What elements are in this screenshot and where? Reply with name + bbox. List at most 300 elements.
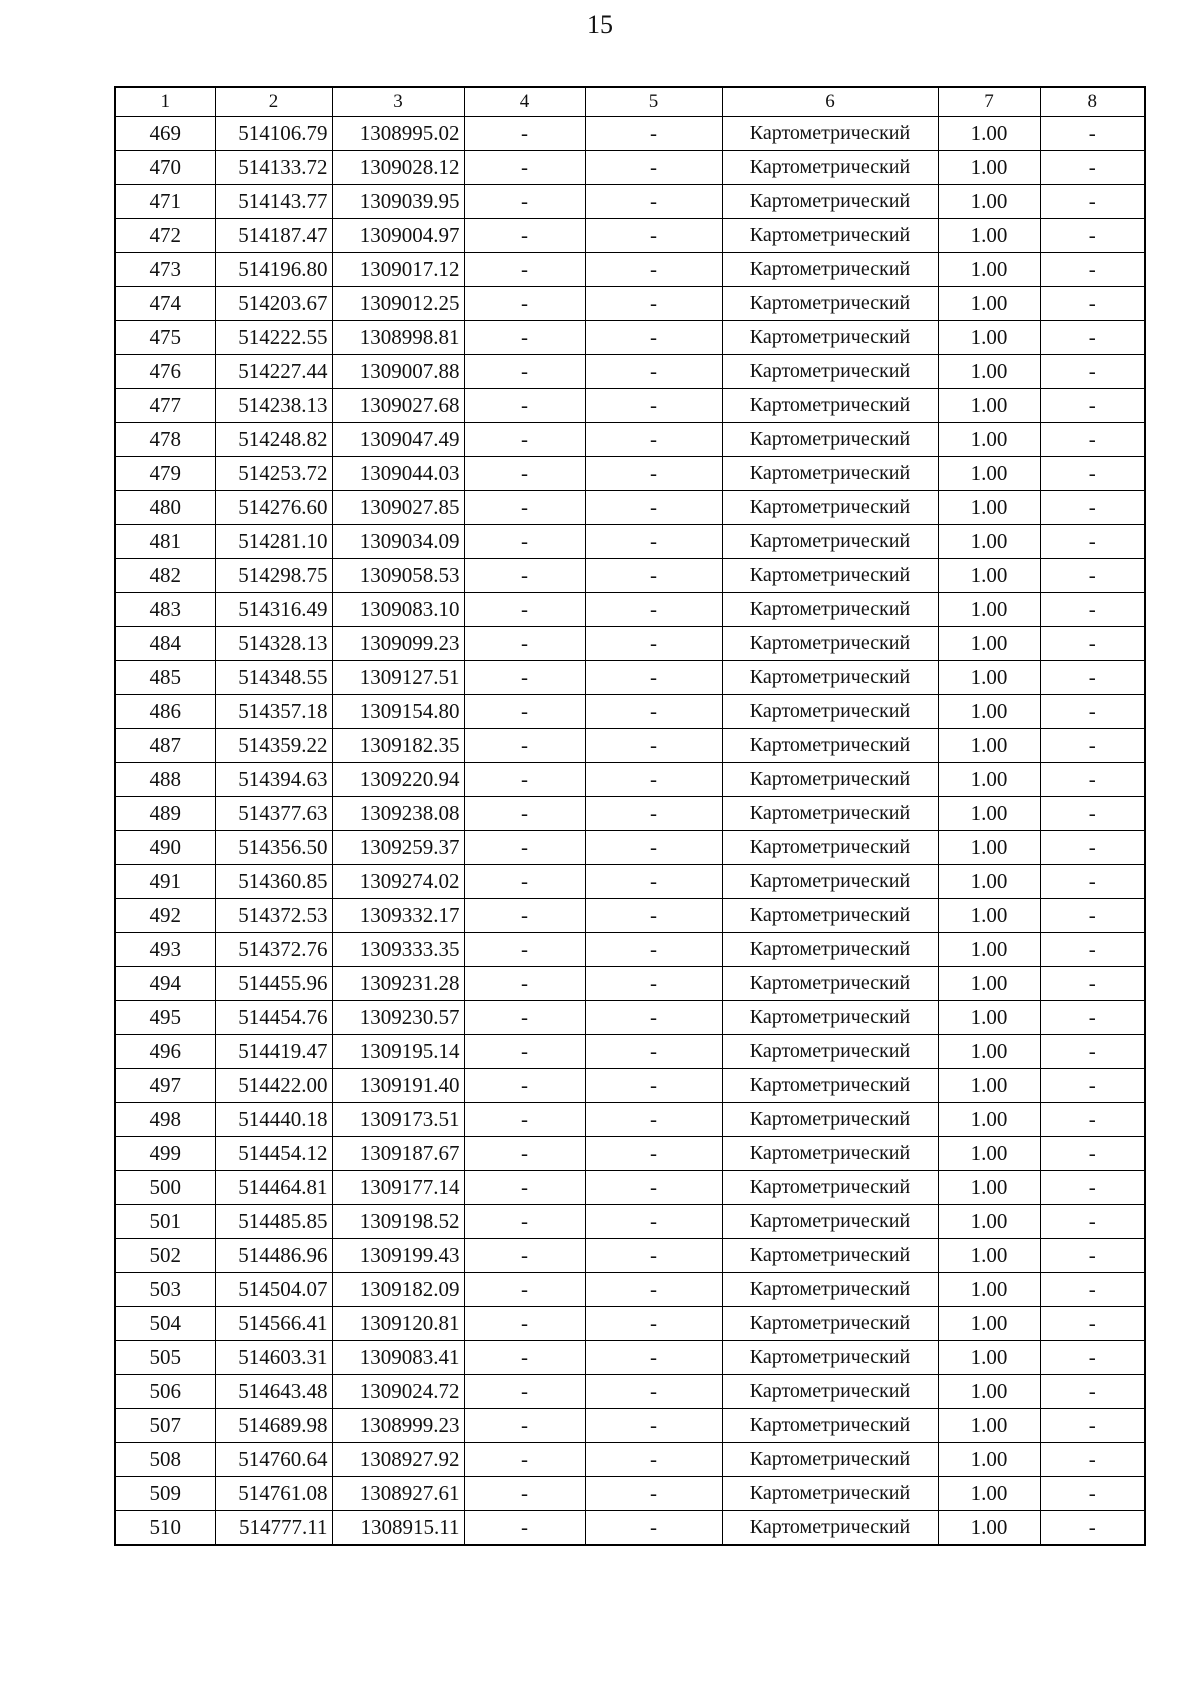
- table-row: [115, 185, 1145, 219]
- x-coordinate-cell: 514761.08: [215, 1477, 332, 1511]
- table-row: [115, 219, 1145, 253]
- y-coordinate-cell: 1309017.12: [332, 253, 464, 287]
- accuracy-cell: 1.00: [938, 933, 1040, 967]
- accuracy-cell: 1.00: [938, 627, 1040, 661]
- y-coordinate-cell: 1309182.09: [332, 1273, 464, 1307]
- col4-cell: -: [464, 491, 585, 525]
- col5-cell: -: [585, 729, 722, 763]
- accuracy-cell: 1.00: [938, 525, 1040, 559]
- col4-cell: -: [464, 1239, 585, 1273]
- col8-cell: -: [1040, 933, 1145, 967]
- y-coordinate-cell: 1309333.35: [332, 933, 464, 967]
- x-coordinate-cell: 514372.53: [215, 899, 332, 933]
- col4-cell: -: [464, 287, 585, 321]
- method-cell: Картометрический: [722, 593, 938, 627]
- col8-cell: -: [1040, 797, 1145, 831]
- point-number-cell: 497: [115, 1069, 215, 1103]
- x-coordinate-cell: 514143.77: [215, 185, 332, 219]
- x-coordinate-cell: 514106.79: [215, 117, 332, 151]
- col5-cell: -: [585, 1035, 722, 1069]
- point-number-cell: 474: [115, 287, 215, 321]
- col8-cell: -: [1040, 389, 1145, 423]
- column-header: 7: [938, 87, 1040, 117]
- col5-cell: -: [585, 117, 722, 151]
- col8-cell: -: [1040, 457, 1145, 491]
- table-row: [115, 559, 1145, 593]
- y-coordinate-cell: 1309173.51: [332, 1103, 464, 1137]
- col5-cell: -: [585, 1443, 722, 1477]
- method-cell: Картометрический: [722, 1239, 938, 1273]
- column-header: 5: [585, 87, 722, 117]
- x-coordinate-cell: 514455.96: [215, 967, 332, 1001]
- accuracy-cell: 1.00: [938, 1511, 1040, 1546]
- coordinates-table: [114, 86, 1146, 1546]
- col8-cell: -: [1040, 1511, 1145, 1546]
- point-number-cell: 498: [115, 1103, 215, 1137]
- table-row: [115, 1205, 1145, 1239]
- accuracy-cell: 1.00: [938, 865, 1040, 899]
- table-row: [115, 593, 1145, 627]
- col4-cell: -: [464, 185, 585, 219]
- accuracy-cell: 1.00: [938, 899, 1040, 933]
- table-row: [115, 151, 1145, 185]
- table-row: [115, 627, 1145, 661]
- col5-cell: -: [585, 627, 722, 661]
- y-coordinate-cell: 1308995.02: [332, 117, 464, 151]
- x-coordinate-cell: 514133.72: [215, 151, 332, 185]
- accuracy-cell: 1.00: [938, 287, 1040, 321]
- col8-cell: -: [1040, 1239, 1145, 1273]
- y-coordinate-cell: 1309230.57: [332, 1001, 464, 1035]
- x-coordinate-cell: 514222.55: [215, 321, 332, 355]
- y-coordinate-cell: 1308999.23: [332, 1409, 464, 1443]
- method-cell: Картометрический: [722, 321, 938, 355]
- x-coordinate-cell: 514464.81: [215, 1171, 332, 1205]
- col5-cell: -: [585, 1375, 722, 1409]
- col5-cell: -: [585, 321, 722, 355]
- col5-cell: -: [585, 185, 722, 219]
- column-header: 2: [215, 87, 332, 117]
- table-row: [115, 1307, 1145, 1341]
- x-coordinate-cell: 514357.18: [215, 695, 332, 729]
- col4-cell: -: [464, 389, 585, 423]
- accuracy-cell: 1.00: [938, 1409, 1040, 1443]
- table-row: [115, 831, 1145, 865]
- accuracy-cell: 1.00: [938, 253, 1040, 287]
- x-coordinate-cell: 514486.96: [215, 1239, 332, 1273]
- col8-cell: -: [1040, 253, 1145, 287]
- accuracy-cell: 1.00: [938, 1205, 1040, 1239]
- col5-cell: -: [585, 1409, 722, 1443]
- accuracy-cell: 1.00: [938, 1069, 1040, 1103]
- col5-cell: -: [585, 661, 722, 695]
- point-number-cell: 503: [115, 1273, 215, 1307]
- col8-cell: -: [1040, 219, 1145, 253]
- point-number-cell: 478: [115, 423, 215, 457]
- point-number-cell: 508: [115, 1443, 215, 1477]
- col4-cell: -: [464, 865, 585, 899]
- method-cell: Картометрический: [722, 1511, 938, 1546]
- y-coordinate-cell: 1309127.51: [332, 661, 464, 695]
- accuracy-cell: 1.00: [938, 1443, 1040, 1477]
- x-coordinate-cell: 514422.00: [215, 1069, 332, 1103]
- col4-cell: -: [464, 1511, 585, 1546]
- col4-cell: -: [464, 1103, 585, 1137]
- col8-cell: -: [1040, 593, 1145, 627]
- method-cell: Картометрический: [722, 219, 938, 253]
- table-row: [115, 797, 1145, 831]
- accuracy-cell: 1.00: [938, 1477, 1040, 1511]
- table-row: [115, 933, 1145, 967]
- y-coordinate-cell: 1308915.11: [332, 1511, 464, 1546]
- accuracy-cell: 1.00: [938, 1103, 1040, 1137]
- y-coordinate-cell: 1309274.02: [332, 865, 464, 899]
- col5-cell: -: [585, 967, 722, 1001]
- accuracy-cell: 1.00: [938, 1239, 1040, 1273]
- col4-cell: -: [464, 253, 585, 287]
- col8-cell: -: [1040, 627, 1145, 661]
- column-header: 4: [464, 87, 585, 117]
- table-row: [115, 525, 1145, 559]
- point-number-cell: 488: [115, 763, 215, 797]
- point-number-cell: 493: [115, 933, 215, 967]
- column-header: 6: [722, 87, 938, 117]
- table-row: [115, 1035, 1145, 1069]
- point-number-cell: 487: [115, 729, 215, 763]
- col4-cell: -: [464, 1035, 585, 1069]
- table-body: [115, 117, 1145, 1546]
- accuracy-cell: 1.00: [938, 219, 1040, 253]
- col8-cell: -: [1040, 321, 1145, 355]
- y-coordinate-cell: 1308927.92: [332, 1443, 464, 1477]
- x-coordinate-cell: 514238.13: [215, 389, 332, 423]
- table-header-row: [115, 87, 1145, 117]
- y-coordinate-cell: 1308998.81: [332, 321, 464, 355]
- accuracy-cell: 1.00: [938, 1171, 1040, 1205]
- y-coordinate-cell: 1309259.37: [332, 831, 464, 865]
- method-cell: Картометрический: [722, 253, 938, 287]
- col4-cell: -: [464, 117, 585, 151]
- col8-cell: -: [1040, 1443, 1145, 1477]
- point-number-cell: 484: [115, 627, 215, 661]
- x-coordinate-cell: 514504.07: [215, 1273, 332, 1307]
- method-cell: Картометрический: [722, 1103, 938, 1137]
- y-coordinate-cell: 1309238.08: [332, 797, 464, 831]
- table-row: [115, 491, 1145, 525]
- point-number-cell: 499: [115, 1137, 215, 1171]
- accuracy-cell: 1.00: [938, 1341, 1040, 1375]
- col8-cell: -: [1040, 1307, 1145, 1341]
- col5-cell: -: [585, 1137, 722, 1171]
- accuracy-cell: 1.00: [938, 695, 1040, 729]
- accuracy-cell: 1.00: [938, 763, 1040, 797]
- accuracy-cell: 1.00: [938, 423, 1040, 457]
- x-coordinate-cell: 514603.31: [215, 1341, 332, 1375]
- col5-cell: -: [585, 1477, 722, 1511]
- accuracy-cell: 1.00: [938, 185, 1040, 219]
- col5-cell: -: [585, 899, 722, 933]
- accuracy-cell: 1.00: [938, 1035, 1040, 1069]
- col8-cell: -: [1040, 559, 1145, 593]
- y-coordinate-cell: 1309154.80: [332, 695, 464, 729]
- y-coordinate-cell: 1309182.35: [332, 729, 464, 763]
- table-row: [115, 899, 1145, 933]
- accuracy-cell: 1.00: [938, 559, 1040, 593]
- point-number-cell: 489: [115, 797, 215, 831]
- x-coordinate-cell: 514276.60: [215, 491, 332, 525]
- x-coordinate-cell: 514777.11: [215, 1511, 332, 1546]
- col4-cell: -: [464, 423, 585, 457]
- y-coordinate-cell: 1309177.14: [332, 1171, 464, 1205]
- point-number-cell: 500: [115, 1171, 215, 1205]
- method-cell: Картометрический: [722, 1205, 938, 1239]
- col5-cell: -: [585, 865, 722, 899]
- col5-cell: -: [585, 1239, 722, 1273]
- point-number-cell: 506: [115, 1375, 215, 1409]
- x-coordinate-cell: 514485.85: [215, 1205, 332, 1239]
- col8-cell: -: [1040, 967, 1145, 1001]
- table-row: [115, 1239, 1145, 1273]
- point-number-cell: 483: [115, 593, 215, 627]
- col4-cell: -: [464, 321, 585, 355]
- accuracy-cell: 1.00: [938, 967, 1040, 1001]
- table-row: [115, 1341, 1145, 1375]
- method-cell: Картометрический: [722, 1137, 938, 1171]
- x-coordinate-cell: 514377.63: [215, 797, 332, 831]
- x-coordinate-cell: 514372.76: [215, 933, 332, 967]
- x-coordinate-cell: 514419.47: [215, 1035, 332, 1069]
- col5-cell: -: [585, 525, 722, 559]
- point-number-cell: 481: [115, 525, 215, 559]
- col4-cell: -: [464, 1477, 585, 1511]
- col4-cell: -: [464, 1001, 585, 1035]
- table-row: [115, 1273, 1145, 1307]
- col5-cell: -: [585, 1103, 722, 1137]
- method-cell: Картометрический: [722, 185, 938, 219]
- method-cell: Картометрический: [722, 763, 938, 797]
- col4-cell: -: [464, 661, 585, 695]
- col4-cell: -: [464, 559, 585, 593]
- method-cell: Картометрический: [722, 865, 938, 899]
- x-coordinate-cell: 514356.50: [215, 831, 332, 865]
- method-cell: Картометрический: [722, 1069, 938, 1103]
- y-coordinate-cell: 1309024.72: [332, 1375, 464, 1409]
- x-coordinate-cell: 514566.41: [215, 1307, 332, 1341]
- method-cell: Картометрический: [722, 1001, 938, 1035]
- method-cell: Картометрический: [722, 1035, 938, 1069]
- method-cell: Картометрический: [722, 627, 938, 661]
- point-number-cell: 505: [115, 1341, 215, 1375]
- point-number-cell: 469: [115, 117, 215, 151]
- method-cell: Картометрический: [722, 559, 938, 593]
- x-coordinate-cell: 514360.85: [215, 865, 332, 899]
- accuracy-cell: 1.00: [938, 1273, 1040, 1307]
- table-row: [115, 355, 1145, 389]
- method-cell: Картометрический: [722, 457, 938, 491]
- col5-cell: -: [585, 763, 722, 797]
- col4-cell: -: [464, 967, 585, 1001]
- x-coordinate-cell: 514643.48: [215, 1375, 332, 1409]
- col8-cell: -: [1040, 1069, 1145, 1103]
- x-coordinate-cell: 514281.10: [215, 525, 332, 559]
- col4-cell: -: [464, 1409, 585, 1443]
- col4-cell: -: [464, 1069, 585, 1103]
- accuracy-cell: 1.00: [938, 1137, 1040, 1171]
- point-number-cell: 502: [115, 1239, 215, 1273]
- point-number-cell: 485: [115, 661, 215, 695]
- col8-cell: -: [1040, 1103, 1145, 1137]
- table-row: [115, 253, 1145, 287]
- table-row: [115, 117, 1145, 151]
- col8-cell: -: [1040, 1341, 1145, 1375]
- col5-cell: -: [585, 1205, 722, 1239]
- col4-cell: -: [464, 525, 585, 559]
- x-coordinate-cell: 514203.67: [215, 287, 332, 321]
- accuracy-cell: 1.00: [938, 1307, 1040, 1341]
- col5-cell: -: [585, 1171, 722, 1205]
- column-header: 1: [115, 87, 215, 117]
- col5-cell: -: [585, 253, 722, 287]
- y-coordinate-cell: 1309231.28: [332, 967, 464, 1001]
- method-cell: Картометрический: [722, 1307, 938, 1341]
- accuracy-cell: 1.00: [938, 729, 1040, 763]
- point-number-cell: 476: [115, 355, 215, 389]
- accuracy-cell: 1.00: [938, 151, 1040, 185]
- method-cell: Картометрический: [722, 797, 938, 831]
- col4-cell: -: [464, 797, 585, 831]
- accuracy-cell: 1.00: [938, 1001, 1040, 1035]
- y-coordinate-cell: 1309028.12: [332, 151, 464, 185]
- accuracy-cell: 1.00: [938, 491, 1040, 525]
- accuracy-cell: 1.00: [938, 831, 1040, 865]
- x-coordinate-cell: 514316.49: [215, 593, 332, 627]
- col5-cell: -: [585, 287, 722, 321]
- col8-cell: -: [1040, 831, 1145, 865]
- method-cell: Картометрический: [722, 117, 938, 151]
- col5-cell: -: [585, 1511, 722, 1546]
- col5-cell: -: [585, 695, 722, 729]
- y-coordinate-cell: 1309120.81: [332, 1307, 464, 1341]
- method-cell: Картометрический: [722, 695, 938, 729]
- y-coordinate-cell: 1309199.43: [332, 1239, 464, 1273]
- accuracy-cell: 1.00: [938, 797, 1040, 831]
- col5-cell: -: [585, 559, 722, 593]
- col8-cell: -: [1040, 1001, 1145, 1035]
- col8-cell: -: [1040, 287, 1145, 321]
- accuracy-cell: 1.00: [938, 321, 1040, 355]
- method-cell: Картометрический: [722, 729, 938, 763]
- col8-cell: -: [1040, 1035, 1145, 1069]
- col4-cell: -: [464, 1273, 585, 1307]
- method-cell: Картометрический: [722, 831, 938, 865]
- x-coordinate-cell: 514394.63: [215, 763, 332, 797]
- col4-cell: -: [464, 933, 585, 967]
- point-number-cell: 470: [115, 151, 215, 185]
- table-row: [115, 763, 1145, 797]
- col4-cell: -: [464, 151, 585, 185]
- col5-cell: -: [585, 355, 722, 389]
- point-number-cell: 477: [115, 389, 215, 423]
- col4-cell: -: [464, 355, 585, 389]
- col8-cell: -: [1040, 1273, 1145, 1307]
- y-coordinate-cell: 1309083.10: [332, 593, 464, 627]
- x-coordinate-cell: 514440.18: [215, 1103, 332, 1137]
- col8-cell: -: [1040, 423, 1145, 457]
- method-cell: Картометрический: [722, 1273, 938, 1307]
- x-coordinate-cell: 514454.12: [215, 1137, 332, 1171]
- column-header: 3: [332, 87, 464, 117]
- method-cell: Картометрический: [722, 933, 938, 967]
- point-number-cell: 494: [115, 967, 215, 1001]
- method-cell: Картометрический: [722, 661, 938, 695]
- point-number-cell: 504: [115, 1307, 215, 1341]
- col5-cell: -: [585, 593, 722, 627]
- table-row: [115, 389, 1145, 423]
- col8-cell: -: [1040, 763, 1145, 797]
- accuracy-cell: 1.00: [938, 117, 1040, 151]
- method-cell: Картометрический: [722, 151, 938, 185]
- col4-cell: -: [464, 219, 585, 253]
- col5-cell: -: [585, 423, 722, 457]
- col8-cell: -: [1040, 1205, 1145, 1239]
- point-number-cell: 482: [115, 559, 215, 593]
- col8-cell: -: [1040, 1409, 1145, 1443]
- x-coordinate-cell: 514196.80: [215, 253, 332, 287]
- y-coordinate-cell: 1309058.53: [332, 559, 464, 593]
- y-coordinate-cell: 1309004.97: [332, 219, 464, 253]
- method-cell: Картометрический: [722, 491, 938, 525]
- y-coordinate-cell: 1309198.52: [332, 1205, 464, 1239]
- point-number-cell: 480: [115, 491, 215, 525]
- y-coordinate-cell: 1309039.95: [332, 185, 464, 219]
- y-coordinate-cell: 1309047.49: [332, 423, 464, 457]
- x-coordinate-cell: 514187.47: [215, 219, 332, 253]
- col8-cell: -: [1040, 151, 1145, 185]
- method-cell: Картометрический: [722, 389, 938, 423]
- column-header: 8: [1040, 87, 1145, 117]
- table-row: [115, 321, 1145, 355]
- table-row: [115, 423, 1145, 457]
- point-number-cell: 486: [115, 695, 215, 729]
- method-cell: Картометрический: [722, 1341, 938, 1375]
- y-coordinate-cell: 1309012.25: [332, 287, 464, 321]
- method-cell: Картометрический: [722, 287, 938, 321]
- table-row: [115, 1511, 1145, 1546]
- col5-cell: -: [585, 1001, 722, 1035]
- col4-cell: -: [464, 1171, 585, 1205]
- x-coordinate-cell: 514253.72: [215, 457, 332, 491]
- y-coordinate-cell: 1308927.61: [332, 1477, 464, 1511]
- point-number-cell: 472: [115, 219, 215, 253]
- table-row: [115, 1001, 1145, 1035]
- table-row: [115, 1103, 1145, 1137]
- point-number-cell: 507: [115, 1409, 215, 1443]
- point-number-cell: 501: [115, 1205, 215, 1239]
- col8-cell: -: [1040, 355, 1145, 389]
- col8-cell: -: [1040, 491, 1145, 525]
- point-number-cell: 473: [115, 253, 215, 287]
- col4-cell: -: [464, 1307, 585, 1341]
- y-coordinate-cell: 1309220.94: [332, 763, 464, 797]
- y-coordinate-cell: 1309027.68: [332, 389, 464, 423]
- col4-cell: -: [464, 763, 585, 797]
- point-number-cell: 475: [115, 321, 215, 355]
- col4-cell: -: [464, 1341, 585, 1375]
- point-number-cell: 491: [115, 865, 215, 899]
- table-row: [115, 661, 1145, 695]
- col4-cell: -: [464, 1137, 585, 1171]
- col8-cell: -: [1040, 1171, 1145, 1205]
